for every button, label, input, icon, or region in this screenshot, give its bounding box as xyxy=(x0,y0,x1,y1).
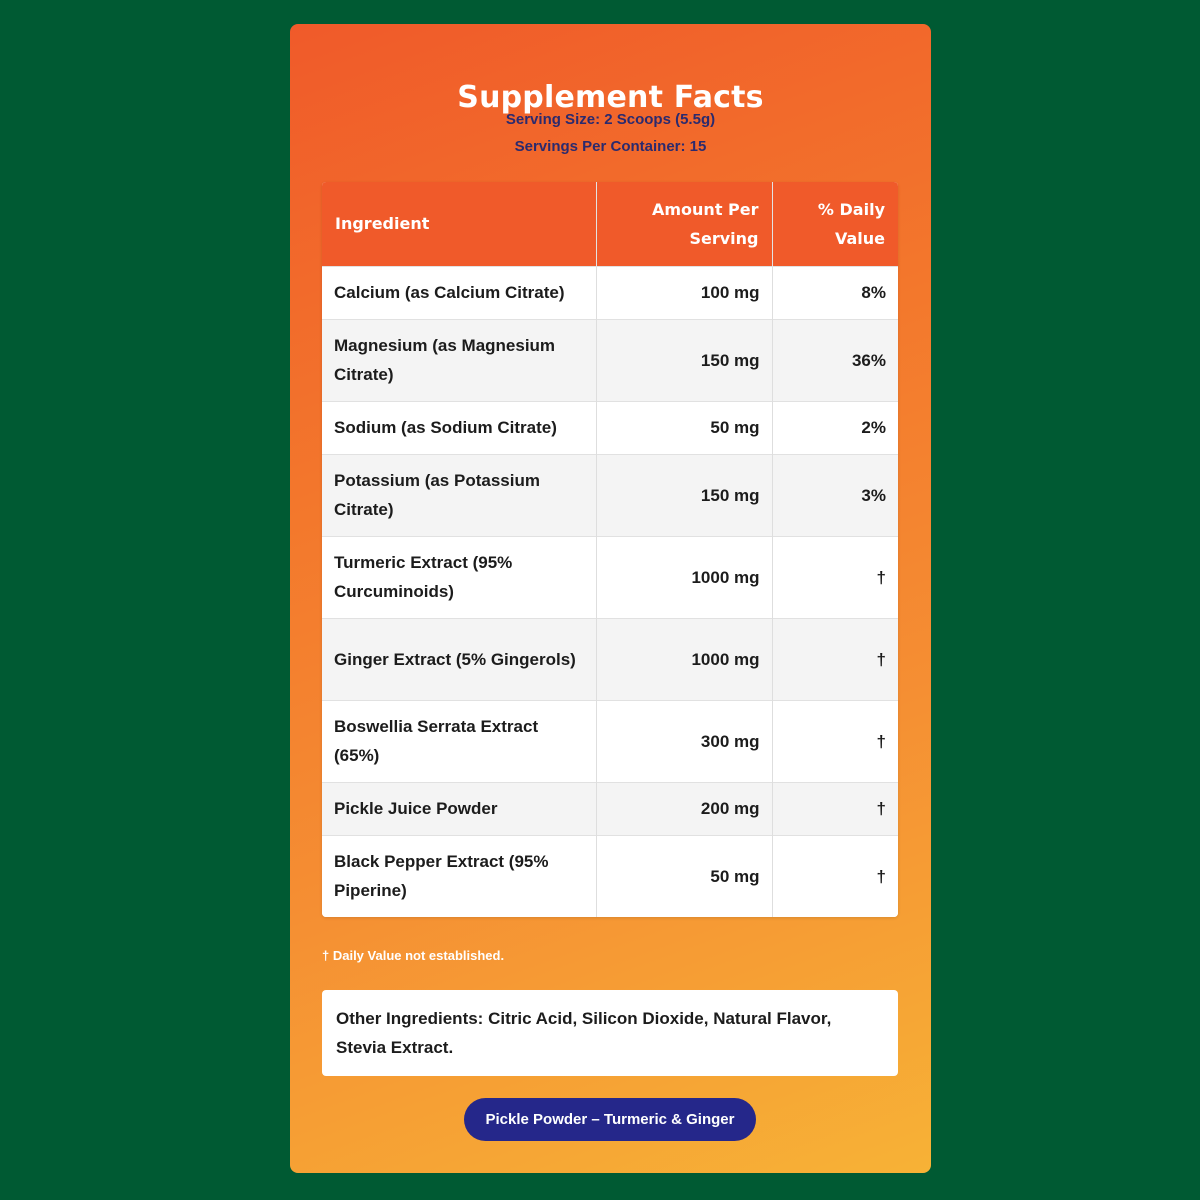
facts-table xyxy=(322,182,898,917)
ingredient-cell: Calcium (as Calcium Citrate) xyxy=(322,266,596,319)
table-row xyxy=(322,618,898,700)
amount-cell: 50 mg xyxy=(596,835,772,917)
amount-cell: 150 mg xyxy=(596,319,772,401)
ingredient-cell: Turmeric Extract (95% Curcuminoids) xyxy=(322,536,596,618)
daily-value-cell: † xyxy=(772,700,898,782)
ingredient-cell: Black Pepper Extract (95% Piperine) xyxy=(322,835,596,917)
daily-value-cell: † xyxy=(772,835,898,917)
table-row xyxy=(322,454,898,536)
ingredient-cell: Sodium (as Sodium Citrate) xyxy=(322,401,596,454)
daily-value-cell: 8% xyxy=(772,266,898,319)
daily-value-cell: † xyxy=(772,782,898,835)
daily-value-cell: 3% xyxy=(772,454,898,536)
serving-size: Serving Size: 2 Scoops (5.5g) xyxy=(505,111,716,128)
facts-table-container xyxy=(322,182,898,917)
supplement-facts-card xyxy=(290,24,931,1173)
ingredient-cell: Potassium (as Potassium Citrate) xyxy=(322,454,596,536)
amount-cell: 1000 mg xyxy=(596,618,772,700)
header-ingredient: Ingredient xyxy=(322,182,596,266)
table-row xyxy=(322,319,898,401)
table-row xyxy=(322,401,898,454)
daily-value-cell: † xyxy=(772,536,898,618)
daily-value-cell: 36% xyxy=(772,319,898,401)
amount-cell: 200 mg xyxy=(596,782,772,835)
amount-cell: 150 mg xyxy=(596,454,772,536)
ingredient-cell: Ginger Extract (5% Gingerols) xyxy=(322,618,596,700)
table-row xyxy=(322,266,898,319)
header-amount: Amount Per Serving xyxy=(596,182,772,266)
label-title: Supplement Facts xyxy=(457,80,764,115)
product-badge: Pickle Powder – Turmeric & Ginger xyxy=(464,1098,756,1141)
table-row xyxy=(322,700,898,782)
ingredient-cell: Magnesium (as Magnesium Citrate) xyxy=(322,319,596,401)
amount-cell: 1000 mg xyxy=(596,536,772,618)
daily-value-cell: 2% xyxy=(772,401,898,454)
servings-per-container: Servings Per Container: 15 xyxy=(514,138,707,155)
ingredient-cell: Boswellia Serrata Extract (65%) xyxy=(322,700,596,782)
daily-value-footnote: † Daily Value not established. xyxy=(322,948,505,963)
table-header-row xyxy=(322,182,898,266)
header-daily-value: % Daily Value xyxy=(772,182,898,266)
table-row xyxy=(322,782,898,835)
ingredient-cell: Pickle Juice Powder xyxy=(322,782,596,835)
daily-value-cell: † xyxy=(772,618,898,700)
other-ingredients: Other Ingredients: Citric Acid, Silicon Dioxide, Natural Flavor, Stevia Extract. xyxy=(322,990,898,1076)
amount-cell: 50 mg xyxy=(596,401,772,454)
table-row xyxy=(322,536,898,618)
table-row xyxy=(322,835,898,917)
amount-cell: 100 mg xyxy=(596,266,772,319)
amount-cell: 300 mg xyxy=(596,700,772,782)
